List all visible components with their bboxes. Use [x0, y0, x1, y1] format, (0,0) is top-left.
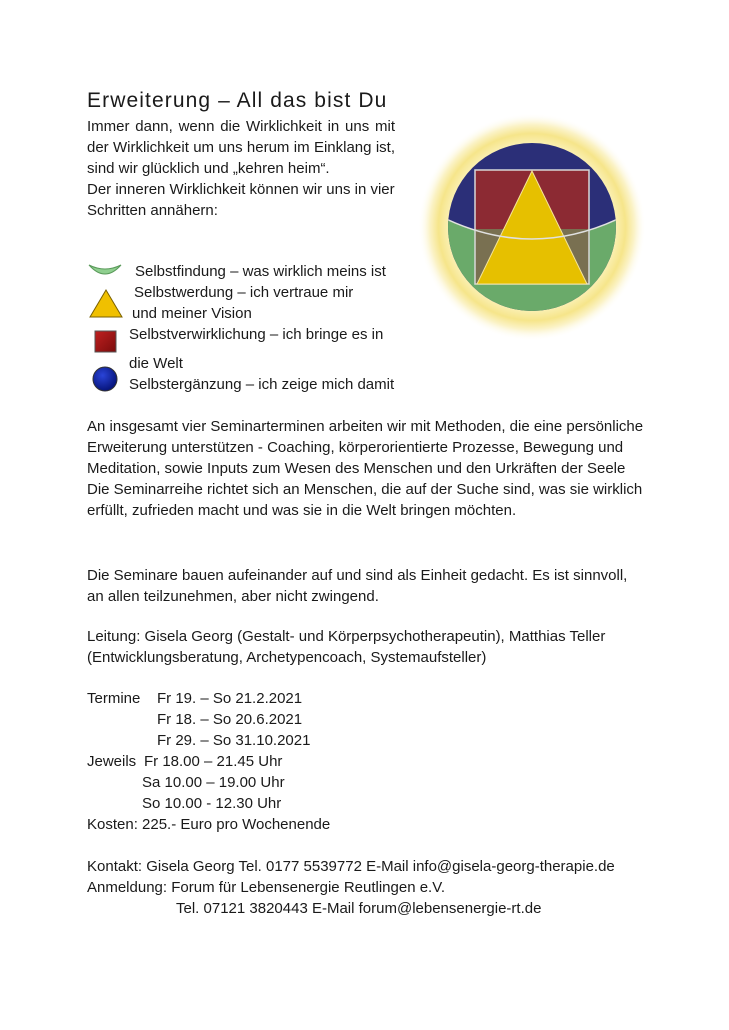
- seminar-paragraph-2: Die Seminarreihe richtet sich an Menschen, die auf der Suche sind, was sie wirklich erfüllt, zufrieden macht und was sie in die Welt bringen möchten.: [87, 481, 643, 519]
- steps-list: [87, 0, 407, 420]
- intro-paragraph-1: Immer dann, wenn die Wirklichkeit in uns mit der Wirklichkeit um uns herum im Einklang ist, sind wir glücklich und „kehren heim“.: [87, 118, 395, 177]
- step-2-line-1: Selbstwerdung – ich vertraue mir: [134, 284, 354, 301]
- seminar-note: [87, 565, 647, 607]
- seminar-paragraph-1: An insgesamt vier Seminarterminen arbeiten wir mit Methoden, die eine persönliche Erweiterung unterstützen - Coaching, körperorientierte Prozesse, Bewegung und Meditation, sowie Inputs zum Wesen des Menschen und den Urkräften der Seele: [87, 418, 644, 477]
- seminar-paragraph-3: Die Seminare bauen aufeinander auf und sind als Einheit gedacht. Es ist sinnvoll, an allen teilzunehmen, aber nicht zwingend.: [87, 567, 628, 605]
- step-4-text: Selbstergänzung – ich zeige mich damit: [129, 376, 395, 393]
- green-crescent-icon: [88, 263, 122, 279]
- intro-paragraph-2: Der inneren Wirklichkeit können wir uns in vier Schritten annähern:: [87, 181, 395, 219]
- blue-circle-icon: [92, 366, 118, 392]
- kosten-text: Kosten: 225.- Euro pro Wochenende: [87, 816, 331, 833]
- step-1-text: Selbstfindung – was wirklich meins ist: [135, 263, 386, 280]
- step-3-line-1: Selbstverwirklichung – ich bringe es in: [129, 326, 384, 343]
- anmeldung-text: Anmeldung: Forum für Lebensenergie Reutlingen e.V.: [87, 879, 446, 896]
- leitung-text: Leitung: Gisela Georg (Gestalt- und Körperpsychotherapeutin), Matthias Teller (Entwicklungsberatung, Archetypencoach, Systemaufsteller): [87, 628, 606, 666]
- jeweils-label: Jeweils: [87, 753, 137, 770]
- page-title: Erweiterung – All das bist Du: [87, 89, 388, 112]
- time-fr: Fr 18.00 – 21.45 Uhr: [144, 753, 283, 770]
- step-3-line-2: die Welt: [129, 355, 183, 372]
- yellow-triangle-icon: [89, 289, 123, 318]
- date-3: Fr 29. – So 31.10.2021: [157, 732, 311, 749]
- leitung-block: [87, 626, 647, 668]
- anmeldung-tel-text: Tel. 07121 3820443 E-Mail forum@lebensenergie-rt.de: [176, 900, 542, 917]
- emblem-graphic: [418, 113, 646, 341]
- seminar-description: [87, 416, 647, 521]
- time-sa: Sa 10.00 – 19.00 Uhr: [142, 774, 285, 791]
- red-square-icon: [94, 330, 117, 353]
- date-2: Fr 18. – So 20.6.2021: [157, 711, 303, 728]
- date-1: Fr 19. – So 21.2.2021: [157, 690, 303, 707]
- termine-label: Termine: [87, 690, 141, 707]
- kontakt-text: Kontakt: Gisela Georg Tel. 0177 5539772 E-Mail info@gisela-georg-therapie.de: [87, 858, 615, 875]
- time-so: So 10.00 - 12.30 Uhr: [142, 795, 282, 812]
- step-2-line-2: und meiner Vision: [132, 305, 252, 322]
